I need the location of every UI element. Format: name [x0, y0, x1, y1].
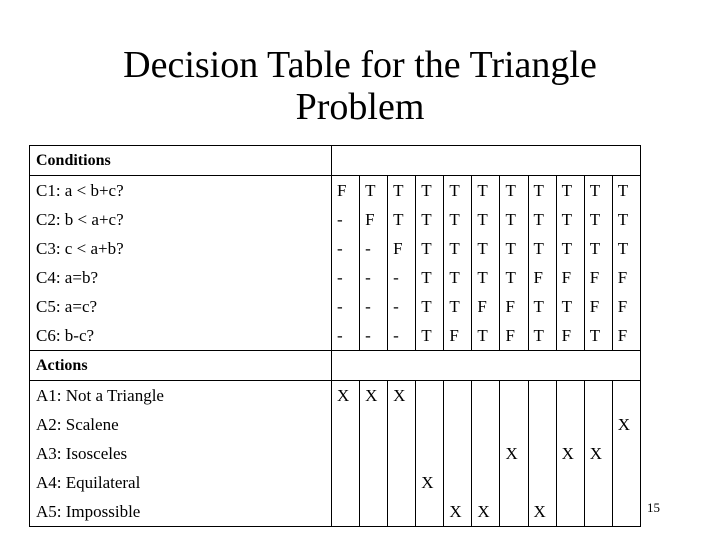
action-cell	[556, 410, 584, 439]
action-cell: X	[584, 439, 612, 468]
condition-cell: F	[584, 263, 612, 292]
section-filler	[332, 146, 641, 176]
action-cell	[472, 439, 500, 468]
title-line-2: Problem	[295, 86, 425, 128]
condition-cell: T	[416, 205, 444, 234]
condition-cell: T	[584, 321, 612, 351]
condition-cell: T	[360, 176, 388, 206]
condition-cell: T	[556, 234, 584, 263]
condition-cell: T	[556, 292, 584, 321]
condition-cell: F	[612, 292, 640, 321]
condition-cell: T	[528, 292, 556, 321]
condition-cell: T	[472, 321, 500, 351]
action-cell	[416, 497, 444, 527]
action-row	[30, 439, 641, 468]
action-cell	[388, 439, 416, 468]
action-cell	[472, 468, 500, 497]
condition-label: C3: c < a+b?	[30, 234, 332, 263]
condition-cell: T	[612, 176, 640, 206]
action-cell	[360, 410, 388, 439]
action-cell	[388, 410, 416, 439]
condition-cell: T	[556, 176, 584, 206]
action-cell	[556, 497, 584, 527]
condition-cell: F	[360, 205, 388, 234]
section-header-conditions: Conditions	[30, 146, 332, 176]
action-label: A2: Scalene	[30, 410, 332, 439]
condition-cell: -	[360, 321, 388, 351]
condition-cell: T	[388, 205, 416, 234]
condition-cell: F	[584, 292, 612, 321]
action-cell: X	[472, 497, 500, 527]
action-label: A3: Isosceles	[30, 439, 332, 468]
condition-row	[30, 292, 641, 321]
action-cell: X	[444, 497, 472, 527]
condition-cell: F	[444, 321, 472, 351]
condition-cell: T	[500, 176, 528, 206]
action-cell	[360, 497, 388, 527]
condition-cell: F	[612, 263, 640, 292]
action-cell	[444, 468, 472, 497]
condition-cell: T	[388, 176, 416, 206]
action-cell	[584, 410, 612, 439]
action-cell: X	[528, 497, 556, 527]
action-row	[30, 468, 641, 497]
action-cell	[444, 439, 472, 468]
condition-cell: -	[388, 292, 416, 321]
action-cell	[612, 497, 640, 527]
condition-cell: -	[388, 321, 416, 351]
action-cell	[416, 439, 444, 468]
action-cell	[444, 410, 472, 439]
condition-cell: T	[528, 176, 556, 206]
decision-table	[29, 145, 641, 527]
condition-cell: T	[444, 205, 472, 234]
condition-cell: F	[528, 263, 556, 292]
condition-cell: T	[416, 176, 444, 206]
condition-row	[30, 176, 641, 206]
condition-cell: T	[556, 205, 584, 234]
condition-cell: T	[416, 292, 444, 321]
title-line-1: Decision Table for the Triangle	[123, 44, 597, 86]
condition-cell: T	[472, 234, 500, 263]
condition-cell: T	[472, 263, 500, 292]
condition-label: C1: a < b+c?	[30, 176, 332, 206]
condition-cell: -	[360, 234, 388, 263]
action-cell	[528, 468, 556, 497]
section-header-actions: Actions	[30, 351, 332, 381]
condition-cell: T	[416, 321, 444, 351]
action-row	[30, 381, 641, 411]
action-cell	[416, 410, 444, 439]
condition-cell: -	[332, 321, 360, 351]
condition-cell: T	[500, 263, 528, 292]
page-number: 15	[647, 500, 660, 515]
condition-cell: F	[500, 292, 528, 321]
condition-cell: T	[444, 263, 472, 292]
action-cell	[556, 468, 584, 497]
action-cell: X	[388, 381, 416, 411]
action-cell	[472, 410, 500, 439]
condition-row	[30, 321, 641, 351]
action-cell	[556, 381, 584, 411]
condition-cell: T	[444, 234, 472, 263]
section-row-conditions	[30, 146, 641, 176]
action-label: A1: Not a Triangle	[30, 381, 332, 411]
action-row	[30, 410, 641, 439]
condition-cell: T	[584, 205, 612, 234]
condition-label: C6: b-c?	[30, 321, 332, 351]
action-cell: X	[556, 439, 584, 468]
condition-cell: -	[332, 234, 360, 263]
action-cell	[612, 381, 640, 411]
condition-cell: -	[332, 263, 360, 292]
condition-label: C5: a=c?	[30, 292, 332, 321]
action-cell	[416, 381, 444, 411]
section-filler	[332, 351, 641, 381]
condition-cell: F	[556, 321, 584, 351]
action-row	[30, 497, 641, 527]
action-cell	[528, 439, 556, 468]
condition-cell: T	[416, 263, 444, 292]
condition-cell: -	[388, 263, 416, 292]
condition-cell: T	[584, 176, 612, 206]
action-cell	[332, 410, 360, 439]
condition-cell: T	[612, 234, 640, 263]
action-cell	[500, 468, 528, 497]
condition-cell: T	[500, 234, 528, 263]
condition-cell: -	[360, 292, 388, 321]
action-label: A4: Equilateral	[30, 468, 332, 497]
condition-cell: F	[472, 292, 500, 321]
condition-cell: T	[528, 321, 556, 351]
condition-row	[30, 263, 641, 292]
condition-cell: T	[612, 205, 640, 234]
condition-row	[30, 234, 641, 263]
condition-cell: T	[444, 176, 472, 206]
action-cell	[612, 439, 640, 468]
action-cell	[584, 497, 612, 527]
condition-cell: T	[584, 234, 612, 263]
condition-cell: T	[472, 176, 500, 206]
condition-label: C2: b < a+c?	[30, 205, 332, 234]
action-label: A5: Impossible	[30, 497, 332, 527]
action-cell	[612, 468, 640, 497]
action-cell	[472, 381, 500, 411]
action-cell	[528, 381, 556, 411]
action-cell	[500, 381, 528, 411]
condition-cell: F	[612, 321, 640, 351]
condition-cell: -	[332, 205, 360, 234]
condition-cell: F	[500, 321, 528, 351]
action-cell	[388, 468, 416, 497]
action-cell	[332, 468, 360, 497]
action-cell	[332, 497, 360, 527]
action-cell	[360, 439, 388, 468]
action-cell	[332, 439, 360, 468]
action-cell: X	[360, 381, 388, 411]
section-row-actions	[30, 351, 641, 381]
condition-cell: T	[528, 205, 556, 234]
condition-cell: T	[528, 234, 556, 263]
action-cell	[500, 497, 528, 527]
action-cell	[444, 381, 472, 411]
slide-title	[0, 44, 720, 128]
action-cell: X	[612, 410, 640, 439]
condition-cell: -	[360, 263, 388, 292]
action-cell: X	[332, 381, 360, 411]
condition-cell: -	[332, 292, 360, 321]
condition-cell: T	[472, 205, 500, 234]
action-cell: X	[500, 439, 528, 468]
condition-cell: F	[556, 263, 584, 292]
condition-label: C4: a=b?	[30, 263, 332, 292]
action-cell	[360, 468, 388, 497]
action-cell	[584, 468, 612, 497]
condition-row	[30, 205, 641, 234]
condition-cell: F	[332, 176, 360, 206]
action-cell: X	[416, 468, 444, 497]
action-cell	[388, 497, 416, 527]
condition-cell: F	[388, 234, 416, 263]
condition-cell: T	[500, 205, 528, 234]
action-cell	[584, 381, 612, 411]
action-cell	[500, 410, 528, 439]
action-cell	[528, 410, 556, 439]
condition-cell: T	[444, 292, 472, 321]
condition-cell: T	[416, 234, 444, 263]
